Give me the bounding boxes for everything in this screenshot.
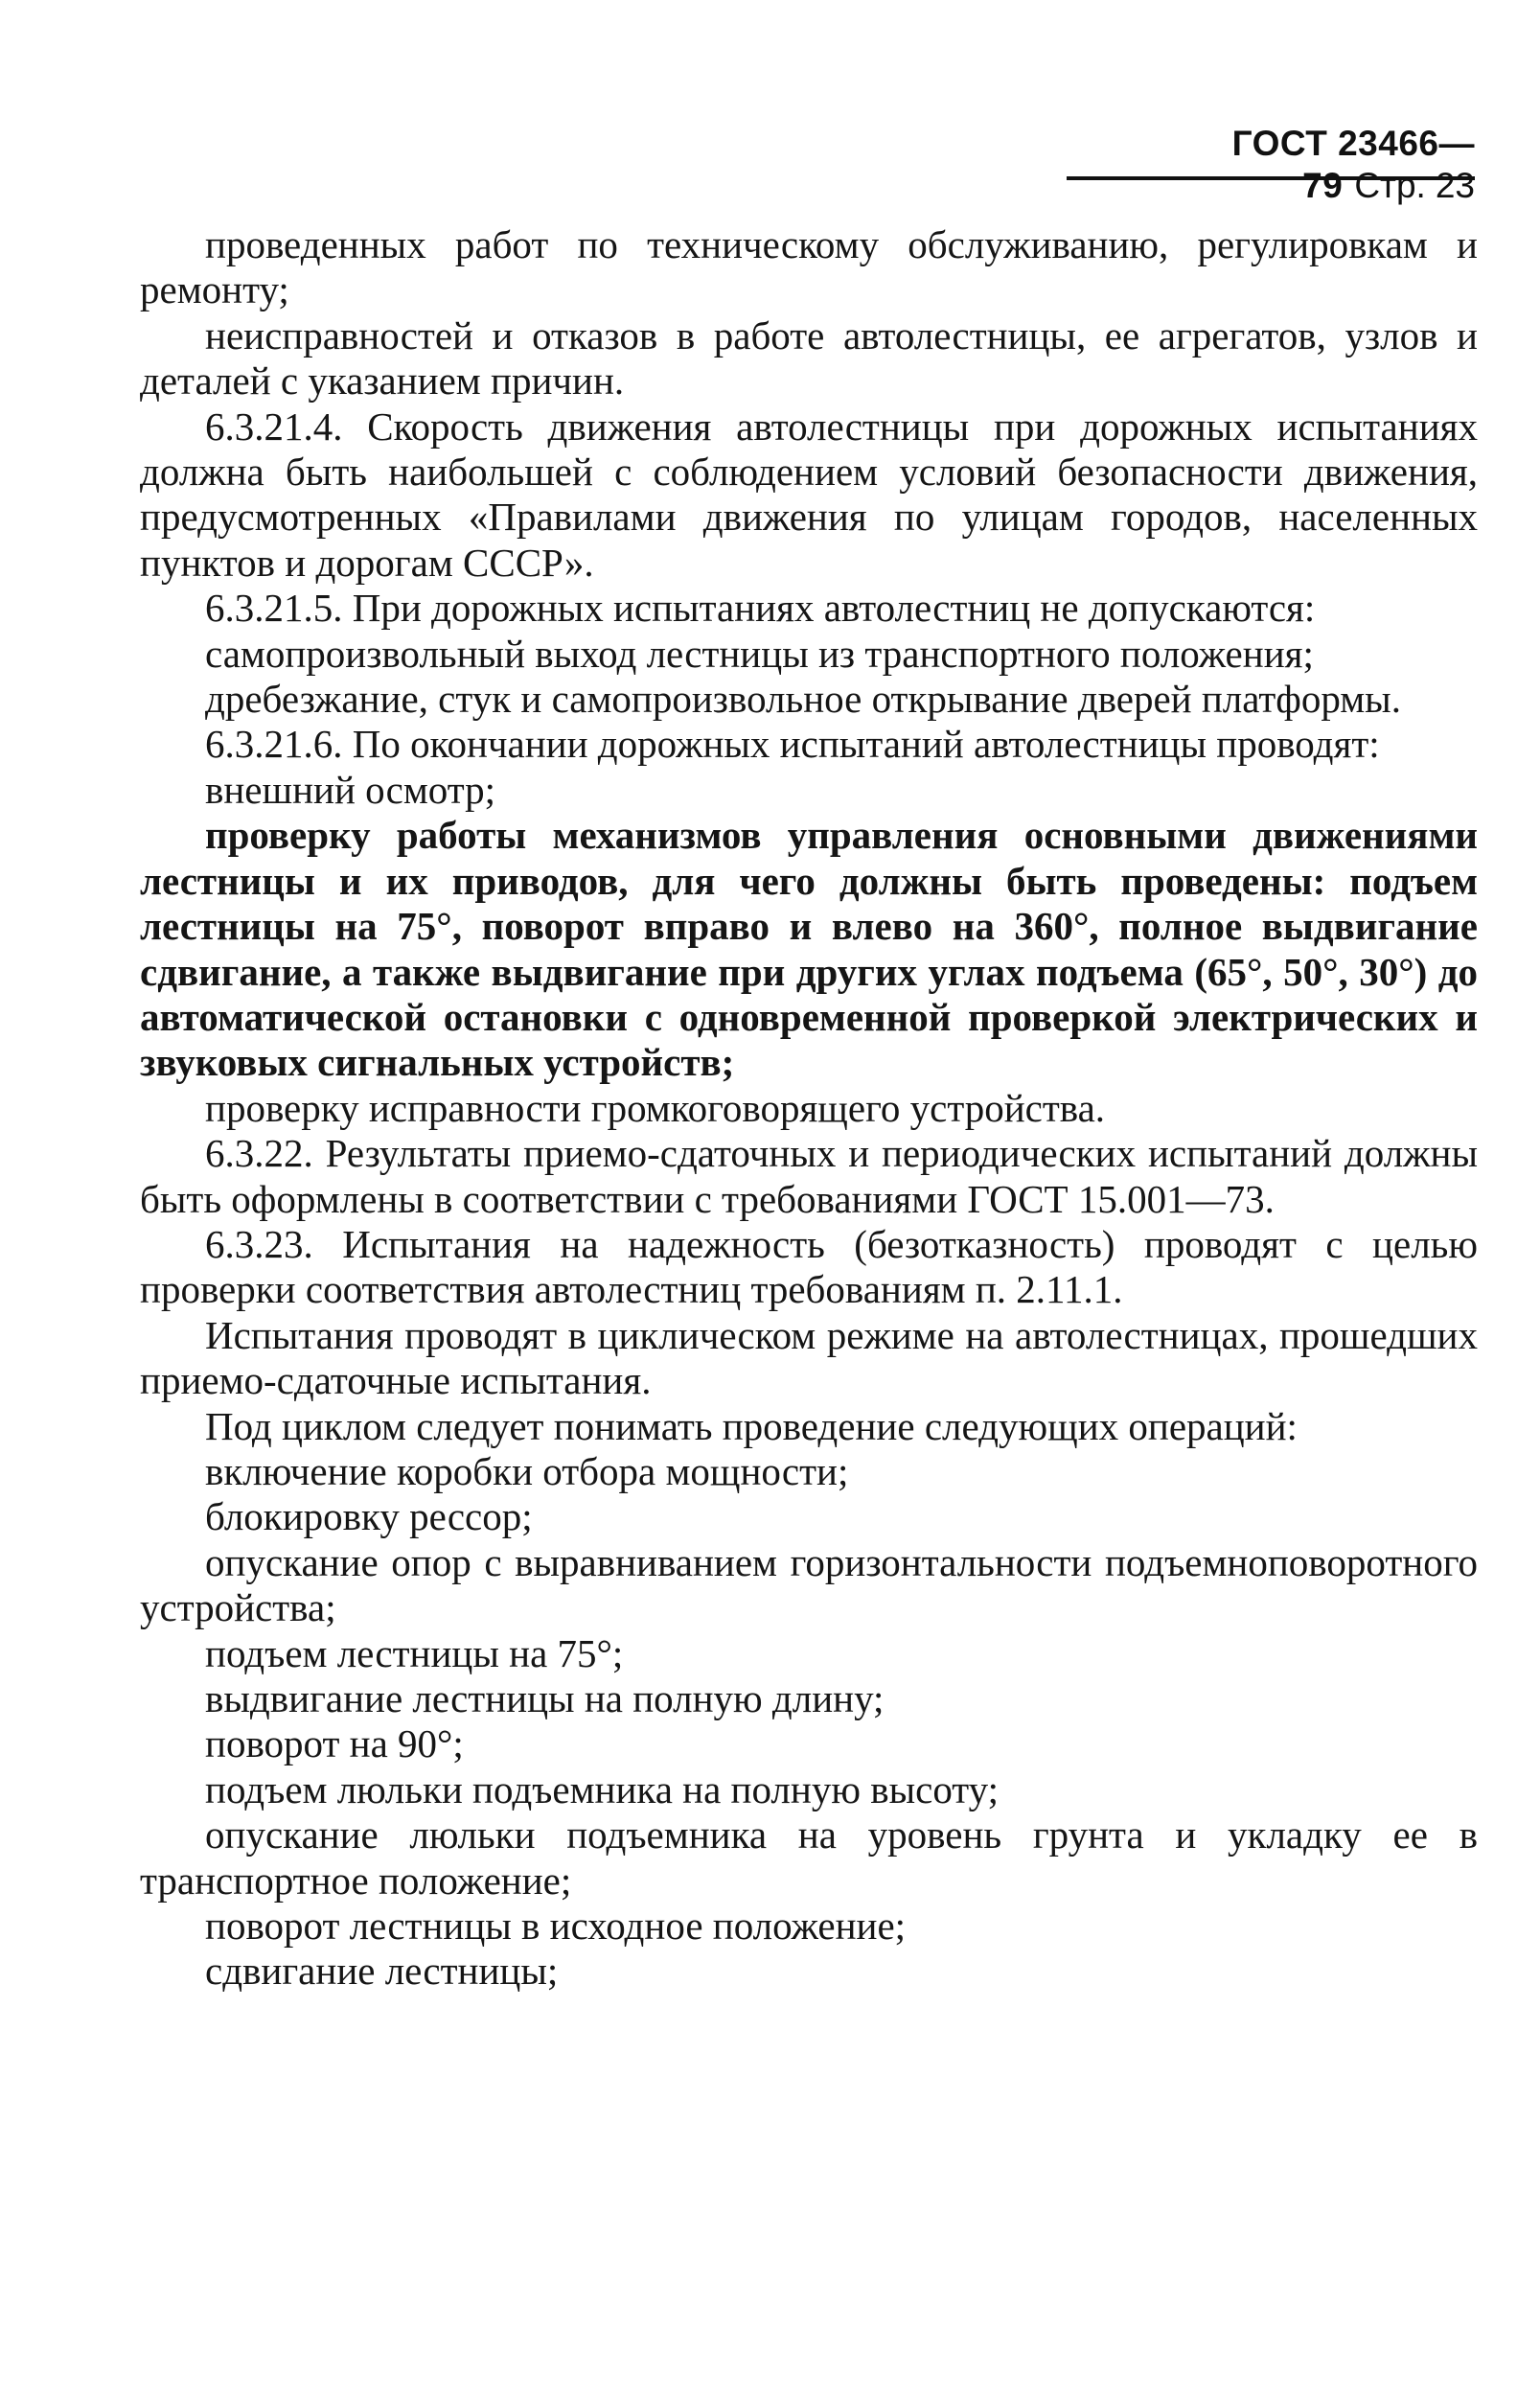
page-label: Стр. xyxy=(1354,166,1426,205)
paragraph: дребезжание, стук и самопроизвольное открывание дверей платформы. xyxy=(205,677,1401,722)
paragraph: опускание люльки подъемника на уровень грунта и укладку ее в транспортное положение; xyxy=(140,1812,1478,1903)
paragraph: проверку работы механизмов управления основными движениями лестницы и их приводов, для чего должны быть проведены: подъем лестницы на 75°, поворот вправо и влево на 360°, полное выдвигание сдвигание, а также выдвигание при других углах подъема (65°, 50°, 30°) до автоматической остановки с одновременной проверкой электрических и звуковых сигнальных устройств; xyxy=(140,813,1478,1085)
paragraph: Под циклом следует понимать проведение следующих операций: xyxy=(205,1403,1298,1448)
paragraph: сдвигание лестницы; xyxy=(205,1949,559,1994)
paragraph: Испытания проводят в циклическом режиме на автолестницах, прошедших приемо-сдаточные испытания. xyxy=(140,1312,1478,1403)
page-number: 23 xyxy=(1435,166,1475,205)
paragraph: проведенных работ по техническому обслуживанию, регулировкам и ремонту; xyxy=(140,222,1478,312)
paragraph: проверку исправности громкоговорящего устройства. xyxy=(205,1085,1106,1130)
paragraph: неисправностей и отказов в работе автолестницы, ее агрегатов, узлов и деталей с указанием причин. xyxy=(140,312,1478,404)
paragraph: самопроизвольный выход лестницы из транспортного положения; xyxy=(205,631,1314,676)
paragraph: подъем лестницы на 75°; xyxy=(205,1630,624,1675)
paragraph: подъем люльки подъемника на полную высоту; xyxy=(205,1766,1000,1812)
paragraph: выдвигание лестницы на полную длину; xyxy=(205,1676,885,1720)
paragraph: поворот лестницы в исходное положение; xyxy=(205,1904,907,1949)
paragraph: 6.3.21.4. Скорость движения автолестницы при дорожных испытаниях должна быть наибольшей с соблюдением условий безопасности движения, предусмотренных «Правилами движения по улицам городов, населенных пунктов и дорогам СССР». xyxy=(140,404,1478,585)
paragraph: блокировку рессор; xyxy=(205,1494,533,1539)
paragraph: внешний осмотр; xyxy=(205,767,496,812)
document-body xyxy=(140,222,1478,1995)
paragraph: опускание опор с выравниванием горизонтальности подъемноповоротного устройства; xyxy=(140,1539,1478,1630)
paragraph: 6.3.21.5. При дорожных испытаниях автолестниц не допускаются: xyxy=(205,586,1316,631)
paragraph: 6.3.23. Испытания на надежность (безотказность) проводят с целью проверки соответствия автолестниц требованиям п. 2.11.1. xyxy=(140,1221,1478,1312)
page-header xyxy=(1063,123,1475,207)
paragraph: 6.3.21.6. По окончании дорожных испытаний автолестницы проводят: xyxy=(205,722,1380,767)
paragraph: включение коробки отбора мощности; xyxy=(205,1448,849,1493)
header-rule xyxy=(1067,176,1475,180)
paragraph: 6.3.22. Результаты приемо-сдаточных и периодических испытаний должны быть оформлены в соответствии с требованиями ГОСТ 15.001—73. xyxy=(140,1131,1478,1221)
standard-number: ГОСТ 23466—79 xyxy=(1231,124,1475,205)
paragraph: поворот на 90°; xyxy=(205,1721,464,1766)
